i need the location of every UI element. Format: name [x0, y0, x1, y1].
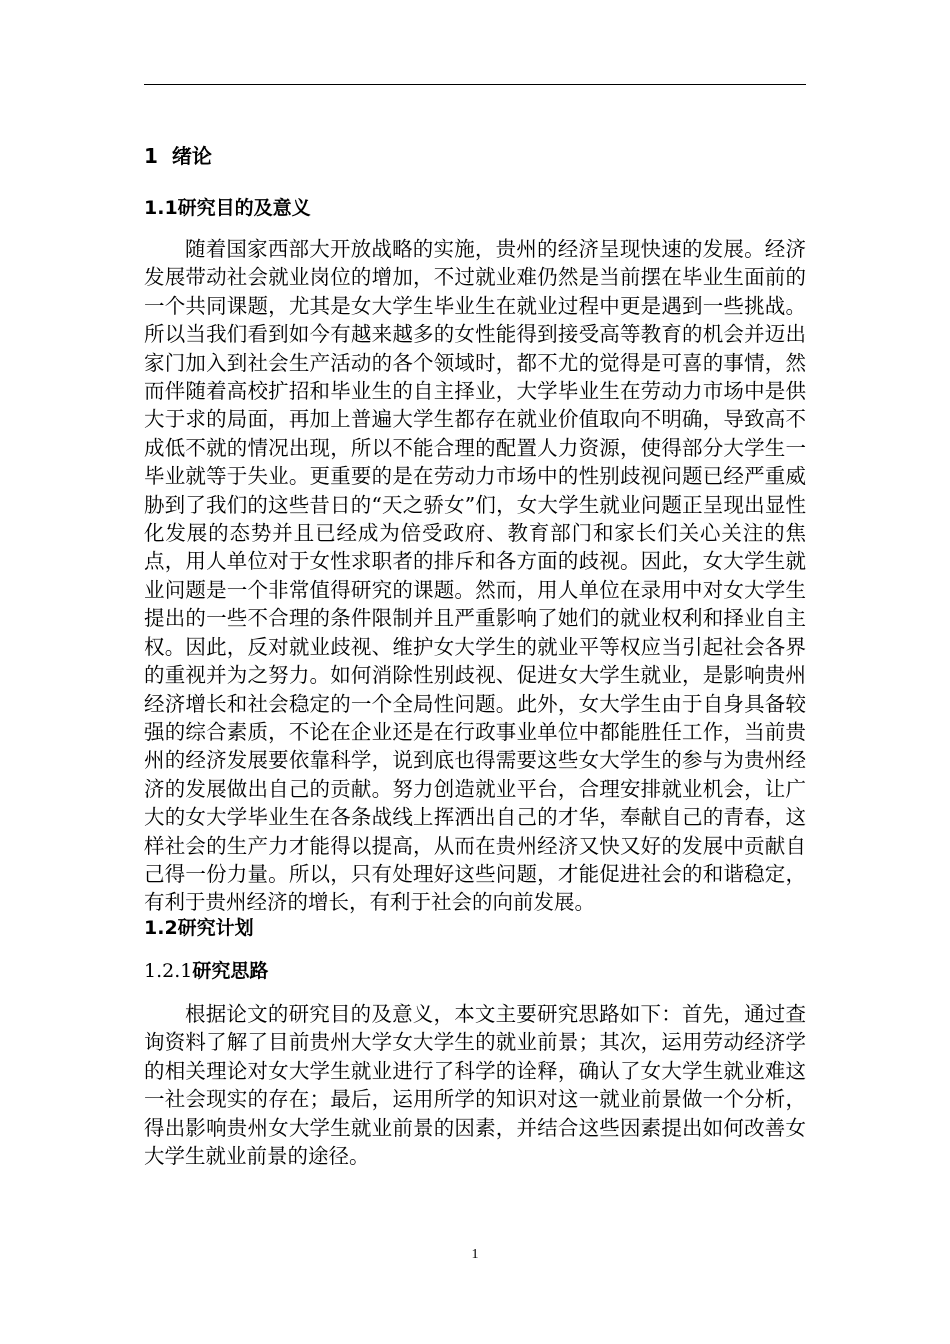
section-number: 1.2 — [144, 917, 178, 939]
subsection-number: 1.2.1 — [144, 960, 193, 982]
body-paragraph-1-2-1: 根据论文的研究目的及意义，本文主要研究思路如下：首先，通过查询资料了解了目前贵州大学女大学生的就业前景；其次，运用劳动经济学的相关理论对女大学生就业进行了科学的诠释，确认了女大学生就业难这一社会现实的存在；最后，运用所学的知识对这一就业前景做一个分析，得出影响贵州女大学生就业前景的因素，并结合这些因素提出如何改善女大学生就业前景的途径。 — [144, 1002, 806, 1169]
section-title: 研究计划 — [177, 917, 254, 939]
subsection-title: 研究思路 — [192, 960, 269, 982]
header-rule — [144, 84, 806, 85]
body-paragraph-1-1: 随着国家西部大开放战略的实施，贵州的经济呈现快速的发展。经济发展带动社会就业岗位的增加，不过就业难仍然是当前摆在毕业生面前的一个共同课题，尤其是女大学生毕业生在就业过程中更是遇到一些挑战。所以当我们看到如今有越来越多的女性能得到接受高等教育的机会并迈出家门加入到社会生产活动的各个领域时，都不尤的觉得是可喜的事情，然而伴随着高校扩招和毕业生的自主择业，大学毕业生在劳动力市场中是供大于求的局面，再加上普遍大学生都存在就业价值取向不明确，导致高不成低不就的情况出现，所以不能合理的配置人力资源，使得部分大学生一毕业就等于失业。更重要的是在劳动力市场中的性别歧视问题已经严重威胁到了我们的这些昔日的“天之骄女”们，女大学生就业问题正呈现出显性化发展的态势并且已经成为倍受政府、教育部门和家长们关心关注的焦点，用人单位对于女性求职者的排斥和各方面的歧视。因此，女大学生就业问题是一个非常值得研究的课题。然而，用人单位在录用中对女大学生提出的一些不合理的条件限制并且严重影响了她们的就业权利和择业自主权。因此，反对就业歧视、维护女大学生的就业平等权应当引起社会各界的重视并为之努力。如何消除性别歧视、促进女大学生就业，是影响贵州经济增长和社会稳定的一个全局性问题。此外，女大学生由于自身具备较强的综合素质，不论在企业还是在行政事业单位中都能胜任工作，当前贵州的经济发展要依靠科学，说到底也得需要这些女大学生的参与为贵州经济的发展做出自己的贡献。努力创造就业平台，合理安排就业机会，让广大的女大学毕业生在各条战线上挥洒出自己的才华，奉献自己的青春，这样社会的生产力才能得以提高，从而在贵州经济又快又好的发展中贡献自己得一份力量。所以，只有处理好这些问题，才能促进社会的和谐稳定，有利于贵州经济的增长，有利于社会的向前发展。 — [144, 237, 806, 915]
section-number: 1.1 — [144, 197, 178, 219]
section-heading-1-1 — [144, 194, 311, 222]
chapter-heading — [144, 142, 212, 170]
page-number: 1 — [471, 1247, 479, 1262]
chapter-title: 绪论 — [171, 144, 212, 168]
section-heading-1-2 — [144, 914, 254, 942]
subsection-heading-1-2-1 — [144, 957, 268, 985]
section-title: 研究目的及意义 — [177, 197, 311, 219]
chapter-number: 1 — [144, 144, 158, 168]
